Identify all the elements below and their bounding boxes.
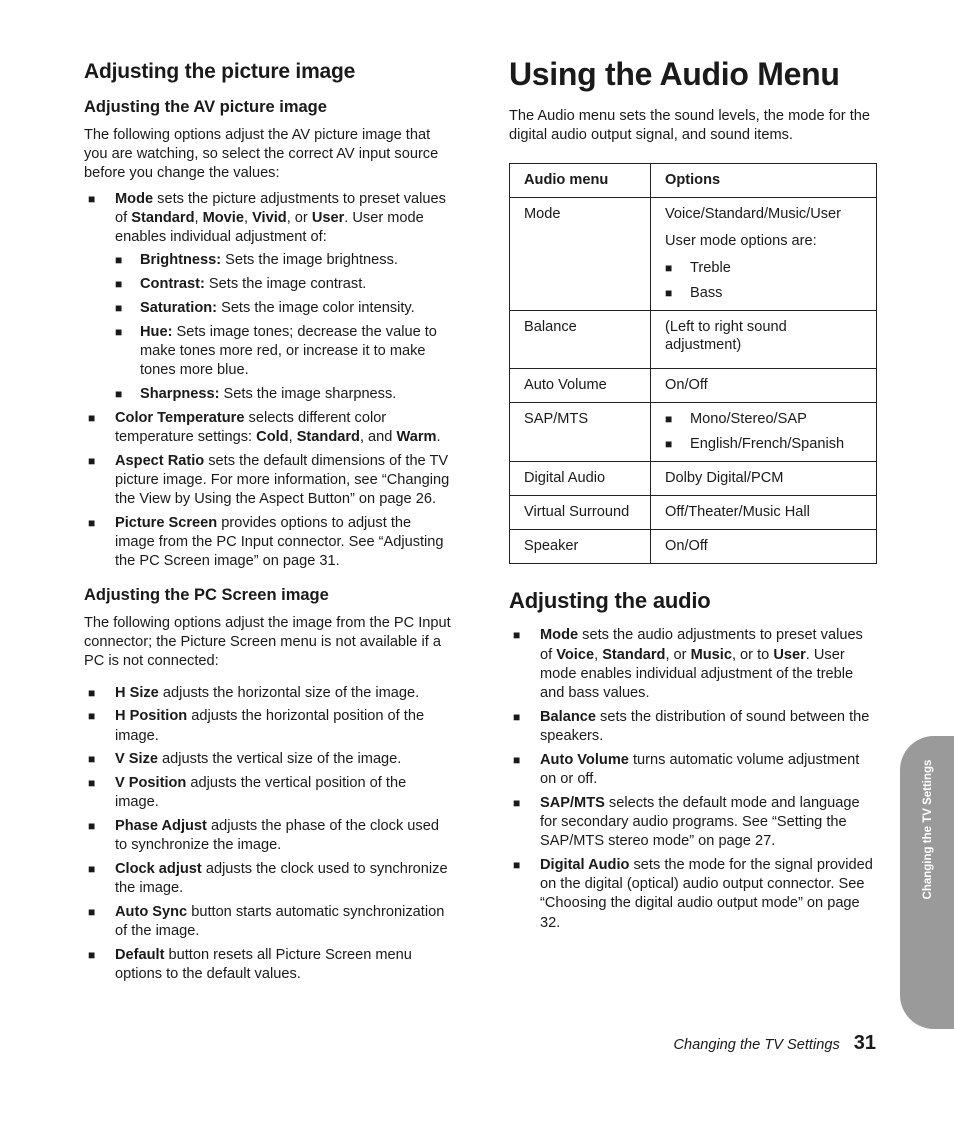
list-item-hue: ■ Hue: Sets image tones; decrease the value to make tones more red, or increase it to make tones more blue. xyxy=(115,323,454,381)
chapter-side-tab-label: Changing the TV Settings xyxy=(922,759,934,900)
list-item-picture-screen: ■ Picture Screen provides options to adjust the image from the PC Input connector. See “Adjusting the PC Screen image” on page 31. xyxy=(84,514,454,572)
audio-menu-table xyxy=(509,163,877,564)
list-item: ■ Treble xyxy=(665,259,868,277)
table-header-audio-menu: Audio menu xyxy=(510,164,651,198)
mode-sub-list xyxy=(115,251,454,404)
footer-section-title: Changing the TV Settings xyxy=(673,1037,840,1053)
section-heading-audio: Adjusting the audio xyxy=(509,588,711,614)
audio-options-list xyxy=(509,626,879,932)
row-options-auto-volume: On/Off xyxy=(651,369,877,403)
list-item-balance: ■ Balance sets the distribution of sound between the speakers. xyxy=(509,708,879,746)
table-row xyxy=(510,403,877,462)
sap-options-list xyxy=(665,410,868,453)
list-item-brightness: ■ Brightness: Sets the image brightness. xyxy=(115,251,454,270)
table-header-row xyxy=(510,164,877,198)
mode-options-list xyxy=(665,259,868,302)
row-label-speaker: Speaker xyxy=(510,530,651,564)
row-label-balance: Balance xyxy=(510,311,651,369)
row-label-auto-volume: Auto Volume xyxy=(510,369,651,403)
list-item-h-size: ■ H Size adjusts the horizontal size of the image. xyxy=(84,684,454,703)
list-item-audio-mode: ■ Mode sets the audio adjustments to preset values of Voice, Standard, or Music, or to User. User mode enables individual adjustment of the treble and bass values. xyxy=(509,626,879,703)
pc-intro: The following options adjust the image from the PC Input connector; the Picture Screen menu is not available if a PC is not connected: xyxy=(84,615,451,670)
table-row xyxy=(510,369,877,403)
list-item-auto-volume: ■ Auto Volume turns automatic volume adjustment on or off. xyxy=(509,751,879,789)
page-title: Using the Audio Menu xyxy=(509,56,840,92)
audio-intro: The Audio menu sets the sound levels, the mode for the digital audio output signal, and sound items. xyxy=(509,108,871,144)
list-item-digital-audio: ■ Digital Audio sets the mode for the signal provided on the digital (optical) audio output connector. See “Choosing the digital audio output mode” on page 32. xyxy=(509,856,879,933)
row-options-sap-mts xyxy=(651,403,877,462)
list-item-sharpness: ■ Sharpness: Sets the image sharpness. xyxy=(115,385,454,404)
row-label-virtual-surround: Virtual Surround xyxy=(510,496,651,530)
page-number: 31 xyxy=(853,1032,876,1054)
list-item-saturation: ■ Saturation: Sets the image color intensity. xyxy=(115,299,454,318)
row-label-mode: Mode xyxy=(510,198,651,311)
list-item-h-position: ■ H Position adjusts the horizontal position of the image. xyxy=(84,707,454,745)
table-row xyxy=(510,198,877,311)
table-header-options: Options xyxy=(651,164,877,198)
row-options-digital-audio: Dolby Digital/PCM xyxy=(651,462,877,496)
table-row xyxy=(510,496,877,530)
list-item: ■ English/French/Spanish xyxy=(665,435,868,453)
list-item-contrast: ■ Contrast: Sets the image contrast. xyxy=(115,275,454,294)
right-column xyxy=(509,56,879,937)
list-item-v-size: ■ V Size adjusts the vertical size of the image. xyxy=(84,750,454,769)
list-item-auto-sync: ■ Auto Sync button starts automatic synchronization of the image. xyxy=(84,903,454,941)
row-options-virtual-surround: Off/Theater/Music Hall xyxy=(651,496,877,530)
row-options-speaker: On/Off xyxy=(651,530,877,564)
list-item-mode: ■ Mode sets the picture adjustments to preset values of Standard, Movie, Vivid, or User. User mode enables individual adjustment of: ■ Brightness: Sets the image brightness. ■ Contrast: Sets the image contrast. ■ Saturation: Sets the image color intensity. ■ Hue: Sets image tones; decrease the value to make tones more red, or increase it to make tones more blue. ■ Sharpness: Sets the image sharpness. xyxy=(84,190,454,404)
row-label-sap-mts: SAP/MTS xyxy=(510,403,651,462)
table-row xyxy=(510,311,877,369)
list-item-clock-adjust: ■ Clock adjust adjusts the clock used to synchronize the image. xyxy=(84,860,454,898)
list-item-color-temperature: ■ Color Temperature selects different color temperature settings: Cold, Standard, and Warm. xyxy=(84,409,454,447)
row-options-balance: (Left to right sound adjustment) xyxy=(651,311,877,369)
row-label-digital-audio: Digital Audio xyxy=(510,462,651,496)
chapter-side-tab xyxy=(900,736,954,1029)
table-row xyxy=(510,462,877,496)
page-footer xyxy=(673,1032,876,1055)
list-item-default: ■ Default button resets all Picture Screen menu options to the default values. xyxy=(84,946,454,984)
av-intro: The following options adjust the AV picture image that you are watching, so select the correct AV input source before you change the values: xyxy=(84,127,439,182)
section-heading-picture: Adjusting the picture image xyxy=(84,60,356,83)
list-item-v-position: ■ V Position adjusts the vertical position of the image. xyxy=(84,774,454,812)
list-item-aspect-ratio: ■ Aspect Ratio sets the default dimensions of the TV picture image. For more information, see “Changing the View by Using the Aspect Button” on page 26. xyxy=(84,452,454,510)
av-options-list xyxy=(84,190,454,572)
list-item: ■ Bass xyxy=(665,284,868,302)
list-item-sap-mts: ■ SAP/MTS selects the default mode and language for secondary audio programs. See “Setting the SAP/MTS stereo mode” on page 27. xyxy=(509,794,879,852)
pc-options-list xyxy=(84,684,454,985)
left-column xyxy=(84,60,454,989)
table-row xyxy=(510,530,877,564)
list-item-phase-adjust: ■ Phase Adjust adjusts the phase of the clock used to synchronize the image. xyxy=(84,817,454,855)
list-item: ■ Mono/Stereo/SAP xyxy=(665,410,868,428)
subheading-av-picture: Adjusting the AV picture image xyxy=(84,98,327,116)
row-options-mode: Voice/Standard/Music/User User mode options are: ■ Treble ■ Bass xyxy=(651,198,877,311)
subheading-pc-screen: Adjusting the PC Screen image xyxy=(84,586,329,605)
